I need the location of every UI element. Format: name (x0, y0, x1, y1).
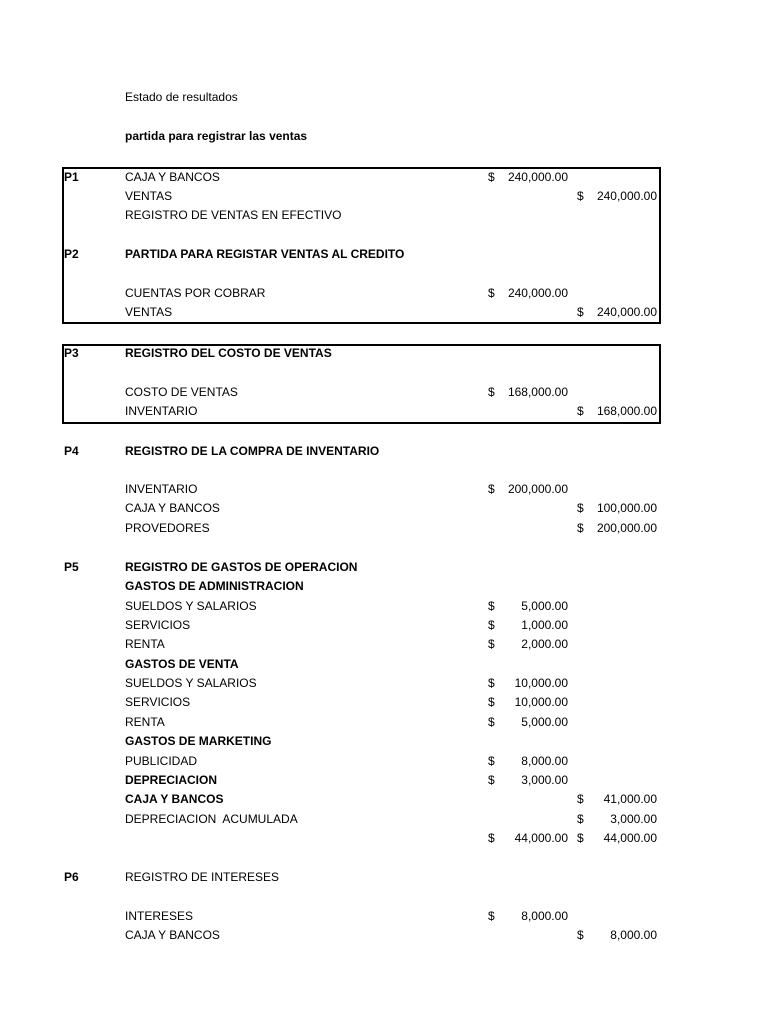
entry-row (0, 616, 768, 635)
account-label: RENTA (125, 637, 165, 651)
entry-row (0, 577, 768, 596)
currency-symbol: $ (488, 385, 495, 399)
currency-symbol: $ (577, 812, 584, 826)
entry-row (0, 868, 768, 887)
debit-total: 44,000.00 (514, 831, 568, 845)
entry-description: REGISTRO DE VENTAS EN EFECTIVO (125, 208, 342, 222)
currency-symbol: $ (488, 715, 495, 729)
entry-title: REGISTRO DE GASTOS DE OPERACION (125, 560, 358, 574)
account-label: SUELDOS Y SALARIOS (125, 676, 257, 690)
entry-row (0, 480, 768, 499)
entry-row (0, 168, 768, 187)
account-label: DEPRECIACION (125, 773, 218, 787)
entry-row (0, 519, 768, 538)
account-label: COSTO DE VENTAS (125, 385, 238, 399)
page-title: Estado de resultados (125, 90, 238, 104)
entry-code: P4 (64, 444, 79, 458)
account-label: PUBLICIDAD (125, 754, 198, 768)
credit-amount: 240,000.00 (596, 305, 657, 319)
entry-row (0, 655, 768, 674)
debit-amount: 5,000.00 (521, 599, 568, 613)
debit-amount: 5,000.00 (521, 715, 568, 729)
account-label: RENTA (125, 715, 165, 729)
entry-row (0, 713, 768, 732)
currency-symbol: $ (488, 170, 495, 184)
entry-code: P2 (64, 247, 79, 261)
currency-symbol: $ (488, 909, 495, 923)
entry-row (0, 303, 768, 322)
credit-amount: 240,000.00 (596, 189, 657, 203)
entry-row (0, 926, 768, 945)
currency-symbol: $ (488, 676, 495, 690)
currency-symbol: $ (488, 482, 495, 496)
credit-amount: 3,000.00 (610, 812, 657, 826)
debit-amount: 240,000.00 (507, 286, 568, 300)
entry-row (0, 187, 768, 206)
expense-group-label: GASTOS DE MARKETING (125, 734, 272, 748)
currency-symbol: $ (488, 637, 495, 651)
currency-symbol: $ (577, 501, 584, 515)
credit-amount: 200,000.00 (596, 521, 657, 535)
entry-title: PARTIDA PARA REGISTAR VENTAS AL CREDITO (125, 247, 405, 261)
entry-row (0, 810, 768, 829)
entry-row (0, 499, 768, 518)
totals-row (0, 829, 768, 848)
entry-row (0, 732, 768, 751)
currency-symbol: $ (577, 189, 584, 203)
account-label: SERVICIOS (125, 618, 191, 632)
debit-amount: 8,000.00 (521, 909, 568, 923)
account-label: INVENTARIO (125, 482, 198, 496)
currency-symbol: $ (488, 831, 495, 845)
currency-symbol: $ (488, 599, 495, 613)
entry-row (0, 245, 768, 264)
account-label: PROVEDORES (125, 521, 210, 535)
expense-group-label: GASTOS DE ADMINISTRACION (125, 579, 304, 593)
entry-title: REGISTRO DEL COSTO DE VENTAS (125, 346, 332, 360)
entry-title: REGISTRO DE INTERESES (125, 870, 280, 884)
entry-row (0, 674, 768, 693)
entry-row (0, 558, 768, 577)
currency-symbol: $ (488, 286, 495, 300)
account-label: CAJA Y BANCOS (125, 928, 220, 942)
entry-title: REGISTRO DE LA COMPRA DE INVENTARIO (125, 444, 380, 458)
entry-row (0, 344, 768, 363)
entry-row (0, 752, 768, 771)
credit-amount: 100,000.00 (596, 501, 657, 515)
currency-symbol: $ (577, 792, 584, 806)
currency-symbol: $ (577, 928, 584, 942)
account-label: INTERESES (125, 909, 194, 923)
entry-code: P5 (64, 560, 79, 574)
debit-amount: 2,000.00 (521, 637, 568, 651)
account-label: INVENTARIO (125, 404, 198, 418)
entry-row (0, 790, 768, 809)
entry-row (0, 442, 768, 461)
account-label: SUELDOS Y SALARIOS (125, 599, 257, 613)
entry-code: P6 (64, 870, 79, 884)
credit-amount: 8,000.00 (610, 928, 657, 942)
credit-amount: 41,000.00 (603, 792, 657, 806)
page-subtitle: partida para registrar las ventas (125, 129, 308, 143)
account-label: VENTAS (125, 305, 173, 319)
currency-symbol: $ (488, 773, 495, 787)
credit-amount: 168,000.00 (596, 404, 657, 418)
account-label: VENTAS (125, 189, 173, 203)
debit-amount: 240,000.00 (507, 170, 568, 184)
entry-row (0, 383, 768, 402)
account-label: DEPRECIACION ACUMULADA (125, 812, 298, 826)
currency-symbol: $ (577, 404, 584, 418)
entry-row (0, 206, 768, 225)
debit-amount: 200,000.00 (507, 482, 568, 496)
entry-row (0, 693, 768, 712)
debit-amount: 10,000.00 (514, 695, 568, 709)
debit-amount: 10,000.00 (514, 676, 568, 690)
account-label: CUENTAS POR COBRAR (125, 286, 266, 300)
currency-symbol: $ (488, 618, 495, 632)
debit-amount: 3,000.00 (521, 773, 568, 787)
debit-amount: 8,000.00 (521, 754, 568, 768)
currency-symbol: $ (488, 695, 495, 709)
entry-row (0, 402, 768, 421)
entry-code: P1 (64, 170, 79, 184)
currency-symbol: $ (577, 305, 584, 319)
entry-row (0, 597, 768, 616)
expense-group-label: GASTOS DE VENTA (125, 657, 239, 671)
currency-symbol: $ (488, 754, 495, 768)
debit-amount: 168,000.00 (507, 385, 568, 399)
entry-row (0, 635, 768, 654)
entry-row (0, 771, 768, 790)
account-label: SERVICIOS (125, 695, 191, 709)
entry-row (0, 907, 768, 926)
entry-code: P3 (64, 346, 79, 360)
credit-total: 44,000.00 (603, 831, 657, 845)
debit-amount: 1,000.00 (521, 618, 568, 632)
currency-symbol: $ (577, 831, 584, 845)
account-label: CAJA Y BANCOS (125, 792, 224, 806)
entry-row (0, 284, 768, 303)
account-label: CAJA Y BANCOS (125, 170, 220, 184)
account-label: CAJA Y BANCOS (125, 501, 220, 515)
currency-symbol: $ (577, 521, 584, 535)
